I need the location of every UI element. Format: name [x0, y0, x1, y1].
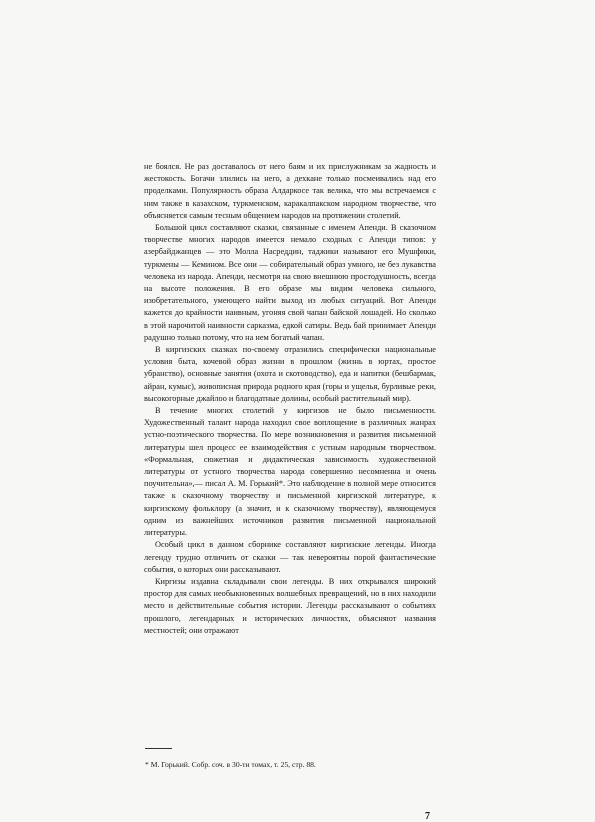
- body-text: [144, 161, 436, 637]
- paragraph: Особый цикл в данном сборнике составляют киргизские легенды. Иногда легенду трудно отличить от сказки — так невероятны порой фантастические события, о которых они рассказывают.: [144, 540, 436, 574]
- paragraph: В течение многих столетий у киргизов не было письменности. Художественный талант народа находил свое воплощение в различных жанрах устно-поэтического творчества. По мере возникновения и развития письменной литературы шел процесс ее взаимодействия с устным народным творчеством. «Формальная, сюжетная и дидактическая зависимость художественной литературы от устного творчества народа совершенно несомненна и очень поучительна»,— писал А. М. Горький*. Это наблюдение в полной мере относится также к сказочному творчеству и письменной киргизской литературе, к киргизскому фольклору (а значит, и к сказочному творчеству), являющемуся одним из важнейших источников развития письменной национальной литературы.: [144, 406, 436, 538]
- paragraph: не боялся. Не раз доставалось от него баям и их прислужникам за жадность и жестокость. Богачи злились на него, а дехкане только посмеивались над его проделками. Популярность образа Алдаркосе так велика, что мы встречаемся с ним также в казахском, туркменском, каракалпакском народном творчестве, что объясняется самым тесным общением народов на протяжении столетий.: [144, 162, 436, 220]
- footnote: * М. Горький. Собр. соч. в 30-ти томах, т. 25, стр. 88.: [145, 760, 316, 769]
- page-number: 7: [425, 811, 430, 822]
- paragraph: Большой цикл составляют сказки, связанные с именем Апенди. В сказочном творчестве многих народов имеется немало сходных с Апенди типов: у азербайджанцев — это Молла Насреддин, таджики называют его Мушфики, туркмены — Кемином. Все они — собирательный образ умного, не без лукавства человека из народа. Апенди, несмотря на свою внешнюю простодушность, всегда на высоте положения. В его образе мы видим человека сильного, изобретательного, умеющего найти выход из любых ситуаций. Вот Апенди кажется до крайности наивным, угоняя свой чапан байской лошадей. Но сколько в этой нарочитой наивности сарказма, едкой сатиры. Ведь бай принимает Апенди радушно только потому, что на нем богатый чапан.: [144, 223, 436, 342]
- footnote-divider: [145, 748, 172, 749]
- paragraph: Киргизы издавна складывали свои легенды. В них открывался широкий простор для самых необыкновенных волшебных превращений, но в них находили место и действительные события истории. Легенды рассказывают о событиях прошлого, легендарных и исторических личностях, объясняют названия местностей; они отражают: [144, 576, 436, 635]
- paragraph: В киргизских сказках по-своему отразились специфически национальные условия быта, кочевой образ жизни в прошлом (жизнь в юртах, простое убранство), основные занятия (охота и скотоводство), еда и напитки (бешбармак, айран, кумыс), живописная природа родного края (горы и ущелья, бурливые реки, высокогорные джайлоо и благодатные долины, особый растительный мир).: [144, 345, 436, 403]
